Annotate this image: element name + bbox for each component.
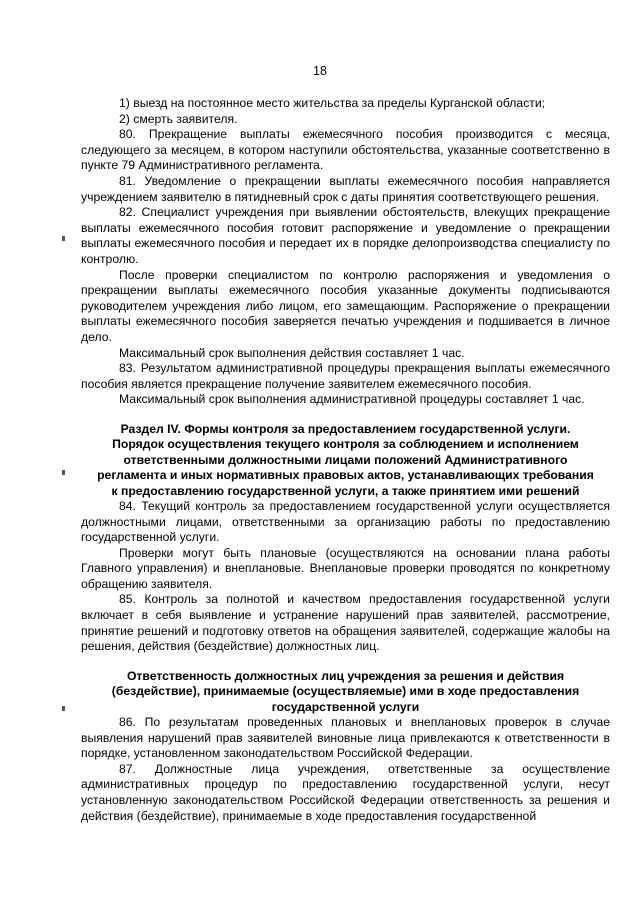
paragraph: После проверки специалистом по контролю распоряжения и уведомления о прекращении выплаты ежемесячного пособия указанные документы подписываются руководителем учреждения либо лицом, его замещающим. Распоряжение о прекращении выплаты ежемесячного пособия заверяется печатью учреждения и подшивается в личное дело. <box>81 267 610 344</box>
paragraph: Максимальный срок выполнения административной процедуры составляет 1 час. <box>119 392 585 407</box>
section-heading-line: ответственными должностными лицами положений Административного <box>123 452 568 467</box>
spacer <box>81 408 610 422</box>
section-heading-line: Раздел IV. Формы контроля за предоставлением государственной услуги. <box>120 421 571 436</box>
section-heading-line: Порядок осуществления текущего контроля за соблюдением и исполнением <box>112 437 579 452</box>
document-body <box>81 96 610 824</box>
section-heading-line: регламента и иных нормативных правовых актов, устанавливающих требования <box>97 468 594 483</box>
paragraph: 2) смерть заявителя. <box>119 111 238 126</box>
paragraph: 87. Должностные лица учреждения, ответственные за осуществление административных процедур по предоставлению государственной услуги, несут установленную законодательством Российской Федерации ответственность за решения и действия (бездействие), принимаемые в ходе предоставления государственной <box>81 761 610 823</box>
paragraph: Проверки могут быть плановые (осуществляются на основании плана работы Главного управления) и внеплановые. Внеплановые проверки проводятся по конкретному обращению заявителя. <box>81 545 610 591</box>
paragraph: 82. Специалист учреждения при выявлении обстоятельств, влекущих прекращение выплаты ежемесячного пособия готовит распоряжение и уведомление о прекращении выплаты ежемесячного пособия и передает их в порядке делопроизводства специалисту по контролю. <box>81 205 610 266</box>
paragraph: 83. Результатом административной процедуры прекращения выплаты ежемесячного пособия является прекращение получение заявителем ежемесячного пособия. <box>81 361 610 391</box>
paragraph: Максимальный срок выполнения действия составляет 1 час. <box>119 345 465 360</box>
paragraph: 1) выезд на постоянное место жительства за пределы Курганской области; <box>119 96 546 110</box>
paragraph: 80. Прекращение выплаты ежемесячного пособия производится с месяца, следующего за месяцем, в котором наступили обстоятельства, указанные соответственно в пункте 79 Административного регламента. <box>81 127 610 173</box>
section-heading-line: к предоставлению государственной услуги, а также принятием ими решений <box>111 483 580 498</box>
section-heading <box>81 422 610 499</box>
paragraph: 85. Контроль за полнотой и качеством предоставления государственной услуги включает в себя выявление и устранение нарушений прав заявителей, рассмотрение, принятие решений и подготовку ответов на обращения заявителей, содержащие жалобы на решения, действия (бездействие) должностных лиц. <box>81 592 610 654</box>
page-number: 18 <box>313 64 327 78</box>
paragraph: 84. Текущий контроль за предоставлением государственной услуги осуществляется должностными лицами, ответственными за организацию работы по предоставлению государственной услуги. <box>81 498 610 545</box>
scan-mark <box>62 706 65 711</box>
paragraph: 81. Уведомление о прекращении выплаты ежемесячного пособия направляется учреждением заявителю в пятидневный срок с даты принятия соответствующего решения. <box>81 173 610 204</box>
section-heading <box>81 669 610 715</box>
spacer <box>81 655 610 669</box>
paragraph: 86. По результатам проведенных плановых и внеплановых проверок в случае выявления нарушений прав заявителей виновные лица привлекаются к ответственности в порядке, установленном законодательством Российской Федерации. <box>81 715 610 761</box>
section-heading-line: государственной услуги <box>271 699 420 714</box>
scan-mark <box>62 470 65 475</box>
scan-mark <box>62 236 65 241</box>
section-heading-line: (бездействие), принимаемые (осуществляемые) ими в ходе предоставления <box>111 684 580 699</box>
section-heading-line: Ответственность должностных лиц учреждения за решения и действия <box>126 668 565 683</box>
